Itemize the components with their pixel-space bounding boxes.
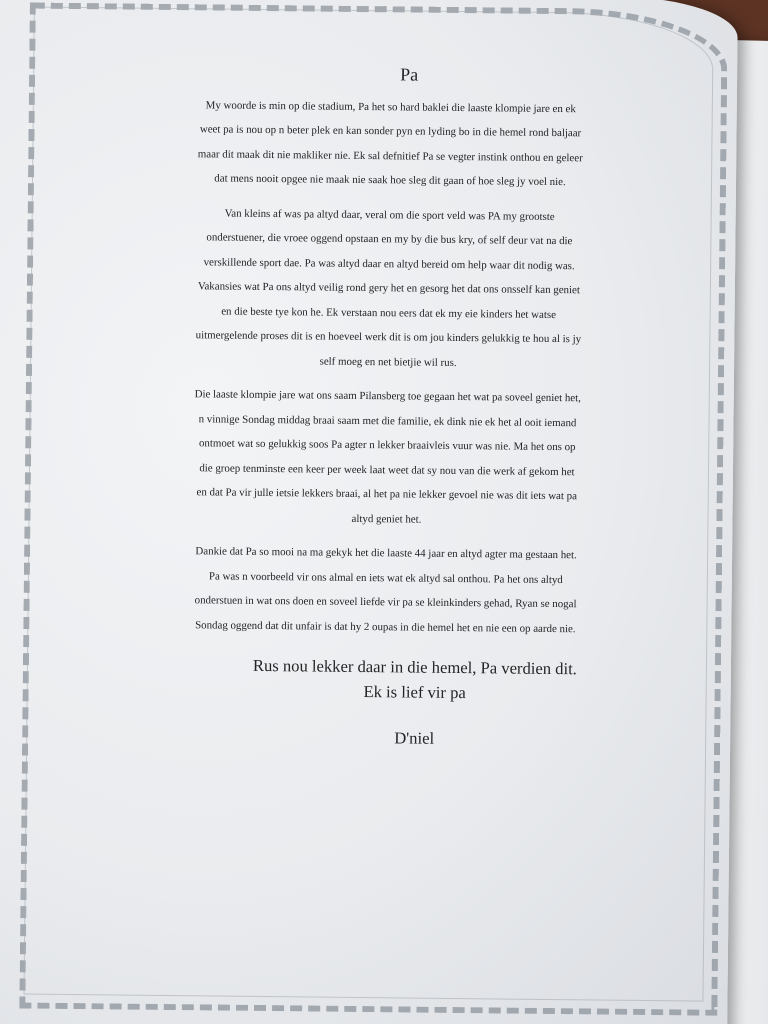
paragraph-line: Dankie dat Pa so mooi na ma gekyk het die laaste 44 jaar en altyd agter ma gestaan het. — [195, 545, 577, 562]
signature: D'niel — [394, 728, 435, 748]
paragraph-line: weet pa is nou op n beter plek en kan sonder pyn en lyding bo in die hemel rond baljaar — [199, 123, 582, 140]
paragraph-2 — [68, 199, 710, 377]
paragraph-line: uitmergelende proses dit is en hoeveel werk dit is om jou kinders gelukkig te hou al is jy — [195, 329, 582, 346]
closing-lines — [65, 652, 705, 708]
paragraph-line: Pa was n voorbeeld vir ons almal en iets wat ek altyd sal onthou. Pa het ons altyd — [208, 569, 563, 586]
paragraph-line: Die laaste klompie jare wat ons saam Pilansberg toe gegaan het wat pa soveel geniet het, — [194, 388, 581, 405]
paragraph-line: dat mens nooit opgee nie maak nie saak hoe sleg dit gaan of hoe sleg jy voel nie. — [214, 172, 566, 189]
paragraph-line: onderstuen in wat ons doen en soveel liefde vir pa se kleinkinders gehad, Ryan se nogal — [194, 594, 577, 611]
paragraph-line: Vakansies wat Pa ons altyd veilig rond gery het en gesorg het dat ons onsself kan geniet — [197, 280, 580, 297]
paragraph-line: maar dit maak dit nie makliker nie. Ek sal defnitief Pa se vegter instink onthou en geleer — [197, 147, 583, 164]
closing-line: Rus nou lekker daar in die hemel, Pa verdien dit. — [252, 655, 577, 679]
paragraph-1 — [70, 91, 711, 196]
paragraph-line: verskillende sport dae. Pa was altyd daar en altyd bereid om help waar dit nodig was. — [203, 255, 575, 272]
paragraph-line: onderstuener, die vroee oggend opstaan en my by die bus kry, of self deur vat na die — [206, 231, 573, 248]
paragraph-line: en die beste tye kon he. Ek verstaan nou eers dat ek my eie kinders het watse — [221, 305, 557, 321]
page-content — [64, 59, 711, 754]
paragraph-line: Sondag oggend dat dit unfair is dat hy 2 oupas in die hemel het en nie een op aarde nie. — [195, 618, 576, 635]
paragraph-line: self moeg en net bietjie wil rus. — [319, 355, 457, 369]
closing-line: Ek is lief vir pa — [363, 681, 466, 702]
paragraph-line: altyd geniet het. — [351, 512, 422, 526]
paragraph-line: ontmoet wat so gelukkig soos Pa agter n lekker braaivleis vuur was nie. Ma het ons op — [198, 437, 576, 454]
paragraph-line: die groep tenminste een keer per week laat weet dat sy nou van die werk af gekom het — [199, 461, 575, 478]
paragraph-3 — [66, 381, 708, 535]
paragraph-line: en dat Pa vir julle ietsie lekkers braai, al het pa nie lekker gevoel nie was dit iets wat pa — [196, 486, 578, 503]
paragraph-line: n vinnige Sondag middag braai saam met die familie, ek dink nie ek het al ooit iemand — [198, 412, 577, 429]
paragraph-4 — [65, 538, 706, 643]
paragraph-line: My woorde is min op die stadium, Pa het so hard baklei die laaste klompie jare en ek — [205, 98, 576, 115]
paragraph-line: Van kleins af was pa altyd daar, veral om die sport veld was PA my grootste — [224, 207, 555, 223]
page-title: Pa — [400, 64, 419, 85]
